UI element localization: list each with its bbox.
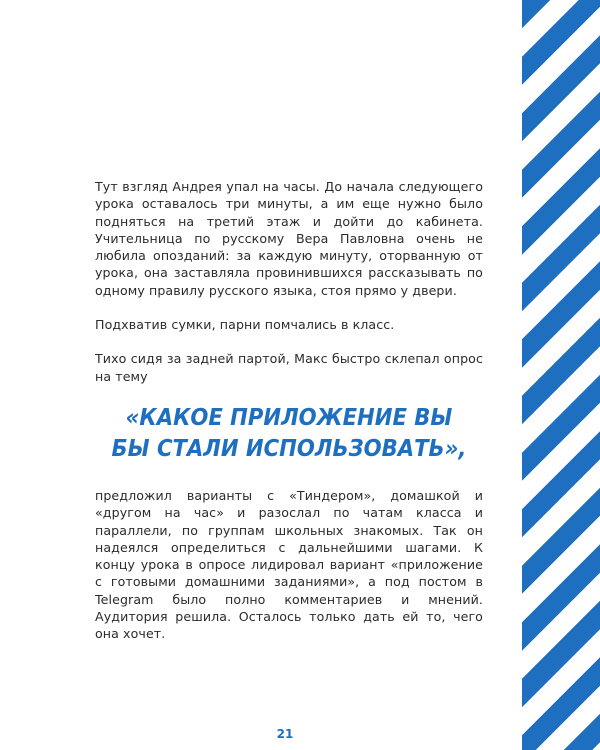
paragraph: Подхватив сумки, парни помчались в класс. <box>95 317 395 333</box>
paragraph: Тихо сидя за задней партой, Макс быстро склепал опрос на тему <box>95 351 483 384</box>
pull-quote: «КАКОЕ ПРИЛОЖЕНИЕ ВЫ БЫ СТАЛИ ИСПОЛЬЗОВАТЬ», <box>111 404 467 462</box>
page-body <box>95 178 483 643</box>
paragraph: Тут взгляд Андрея упал на часы. До начала следующего урока оставалось три минуты, а им еще нужно было подняться на третий этаж и дойти до кабинета. Учительница по русскому Вера Павловна очень не любила опозданий: за каждую минуту, оторванную от урока, она заставляла провинившихся рассказывать по одному правилу русского языка, стоя прямо у двери. <box>95 179 483 298</box>
decorative-stripe-band <box>522 0 600 750</box>
paragraph: предложил варианты с «Тиндером», домашкой и «другом на час» и разослал по чатам класса и параллели, по группам школьных знакомых. Так он надеялся определиться с дальнейшими шагами. К концу урока в опросе лидировал вариант «приложение с готовыми домашними заданиями», а под постом в Telegram было полно комментариев и мнений. Аудитория решила. Осталось только дать ей то, чего она хочет. <box>95 487 483 642</box>
page-number: 21 <box>276 727 294 741</box>
